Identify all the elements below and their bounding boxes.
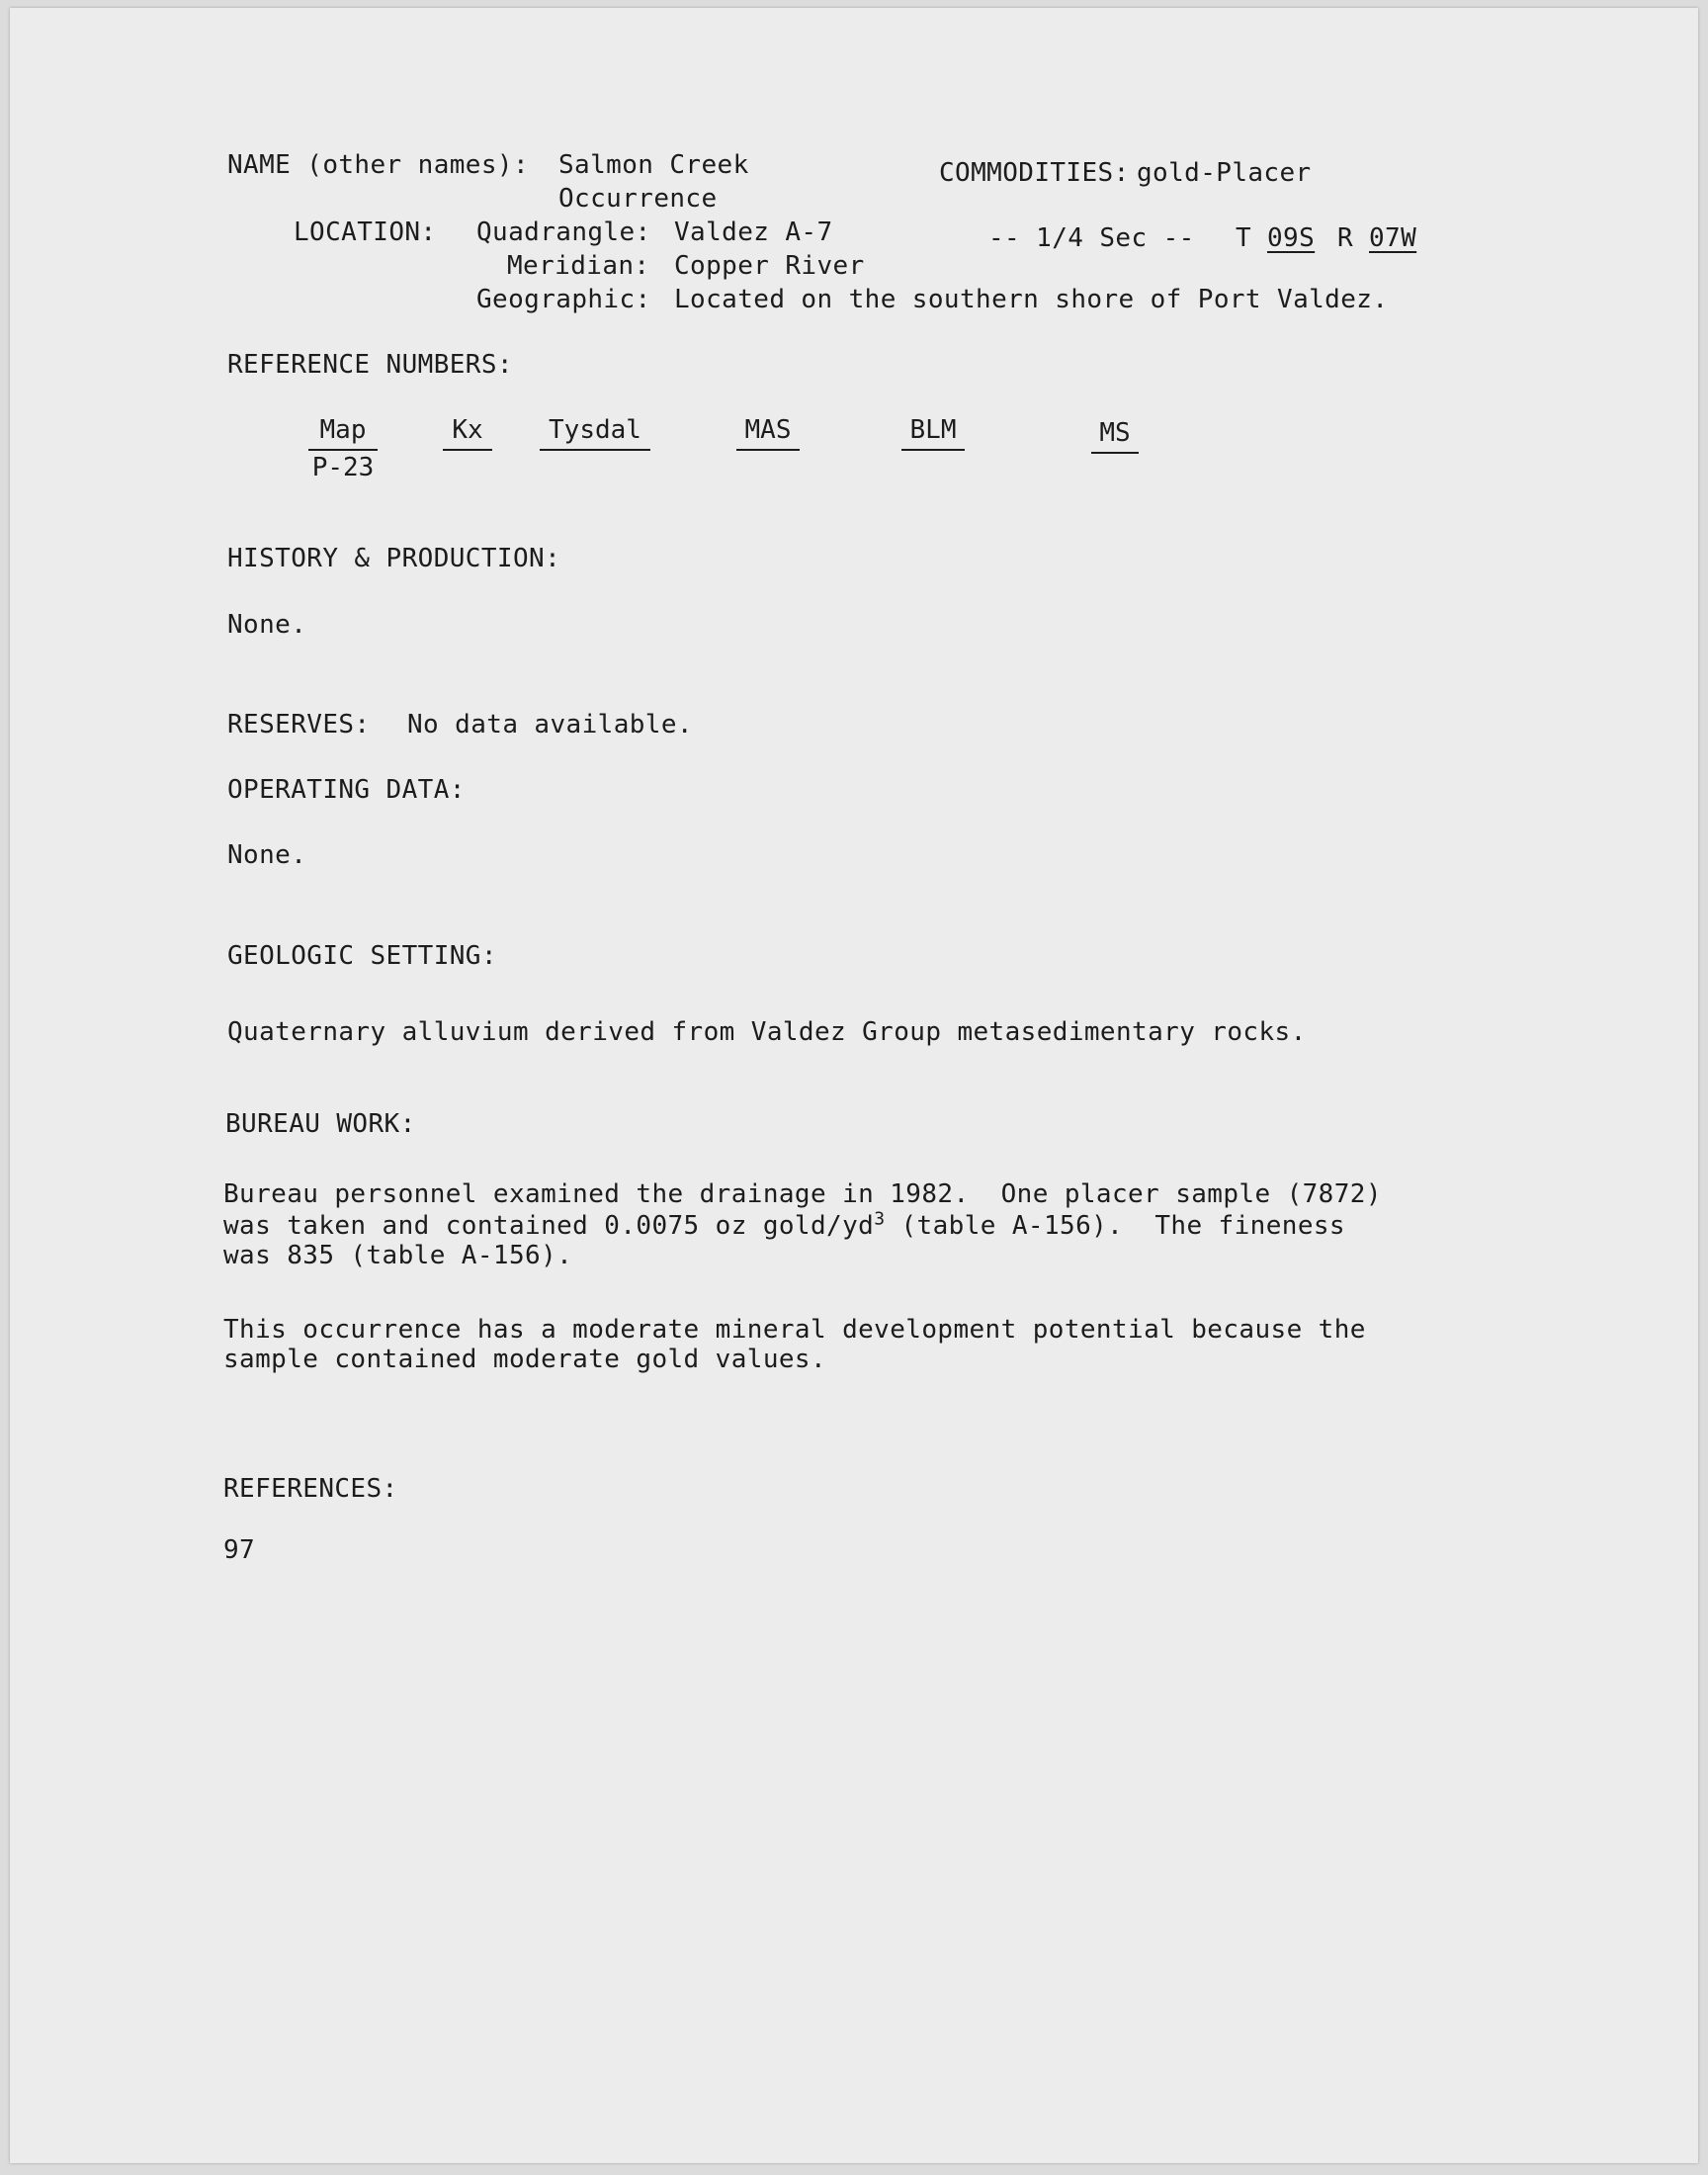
commodities-value: gold-Placer bbox=[1137, 158, 1312, 188]
quadrangle-label: Quadrangle: bbox=[476, 218, 651, 247]
township-label: T bbox=[1236, 223, 1252, 253]
ref-col-rule bbox=[540, 449, 650, 451]
ref-col-map bbox=[308, 415, 378, 482]
reserves-heading: RESERVES: bbox=[227, 710, 371, 740]
bureau-text: was taken and contained 0.0075 oz gold/yd bbox=[223, 1211, 875, 1241]
ref-col-kx bbox=[443, 415, 492, 453]
ref-col-label: Map bbox=[319, 415, 367, 445]
name-value-2: Occurrence bbox=[558, 184, 718, 214]
ref-col-blm bbox=[901, 415, 965, 453]
ref-col-rule bbox=[308, 449, 378, 451]
superscript: 3 bbox=[874, 1208, 886, 1230]
ref-col-tysdal bbox=[540, 415, 650, 453]
bureau-paragraph-1-line-3: was 835 (table A-156). bbox=[223, 1241, 573, 1270]
ref-col-label: BLM bbox=[909, 415, 957, 445]
bureau-paragraph-1-line-2 bbox=[223, 1208, 1345, 1241]
ref-col-label: Tysdal bbox=[549, 415, 641, 445]
reserves-text: No data available. bbox=[407, 710, 693, 740]
references-heading: REFERENCES: bbox=[223, 1474, 398, 1504]
bureau-paragraph-1-line-1: Bureau personnel examined the drainage in 1982. One placer sample (7872) bbox=[223, 1179, 1382, 1209]
geologic-text: Quaternary alluvium derived from Valdez Group metasedimentary rocks. bbox=[227, 1017, 1307, 1047]
section-text: -- 1/4 Sec -- bbox=[988, 223, 1195, 253]
quadrangle-value: Valdez A-7 bbox=[674, 218, 833, 247]
document-page bbox=[10, 8, 1698, 2163]
township-value: 09S bbox=[1267, 223, 1316, 253]
name-value: Salmon Creek bbox=[558, 150, 749, 180]
operating-heading: OPERATING DATA: bbox=[227, 775, 466, 805]
meridian-value: Copper River bbox=[674, 251, 865, 281]
history-text: None. bbox=[227, 610, 307, 640]
bureau-paragraph-2-line-1: This occurrence has a moderate mineral development potential because the bbox=[223, 1315, 1366, 1345]
location-label: LOCATION: bbox=[294, 218, 437, 247]
bureau-heading: BUREAU WORK: bbox=[225, 1109, 416, 1139]
ref-col-value: P-23 bbox=[311, 453, 375, 482]
operating-text: None. bbox=[227, 840, 307, 870]
bureau-text: (table A-156). The fineness bbox=[885, 1211, 1345, 1241]
reference-numbers-heading: REFERENCE NUMBERS: bbox=[227, 350, 513, 380]
ref-col-rule bbox=[443, 449, 492, 451]
geologic-heading: GEOLOGIC SETTING: bbox=[227, 941, 497, 971]
ref-col-label: MS bbox=[1099, 418, 1131, 448]
references-text: 97 bbox=[223, 1535, 256, 1565]
ref-col-rule bbox=[901, 449, 965, 451]
geographic-label: Geographic: bbox=[476, 285, 651, 314]
ref-col-label: Kx bbox=[452, 415, 483, 445]
commodities-label: COMMODITIES: bbox=[939, 158, 1130, 188]
ref-col-mas bbox=[736, 415, 800, 453]
geographic-value: Located on the southern shore of Port Valdez. bbox=[674, 285, 1389, 314]
ref-col-rule bbox=[736, 449, 800, 451]
ref-col-rule bbox=[1091, 452, 1139, 454]
history-heading: HISTORY & PRODUCTION: bbox=[227, 544, 561, 573]
ref-col-ms bbox=[1091, 418, 1139, 456]
range-label: R bbox=[1337, 223, 1354, 253]
name-label: NAME (other names): bbox=[227, 150, 530, 180]
bureau-paragraph-2-line-2: sample contained moderate gold values. bbox=[223, 1345, 827, 1374]
ref-col-label: MAS bbox=[744, 415, 792, 445]
range-value: 07W bbox=[1369, 223, 1417, 253]
meridian-label: Meridian: bbox=[507, 251, 650, 281]
